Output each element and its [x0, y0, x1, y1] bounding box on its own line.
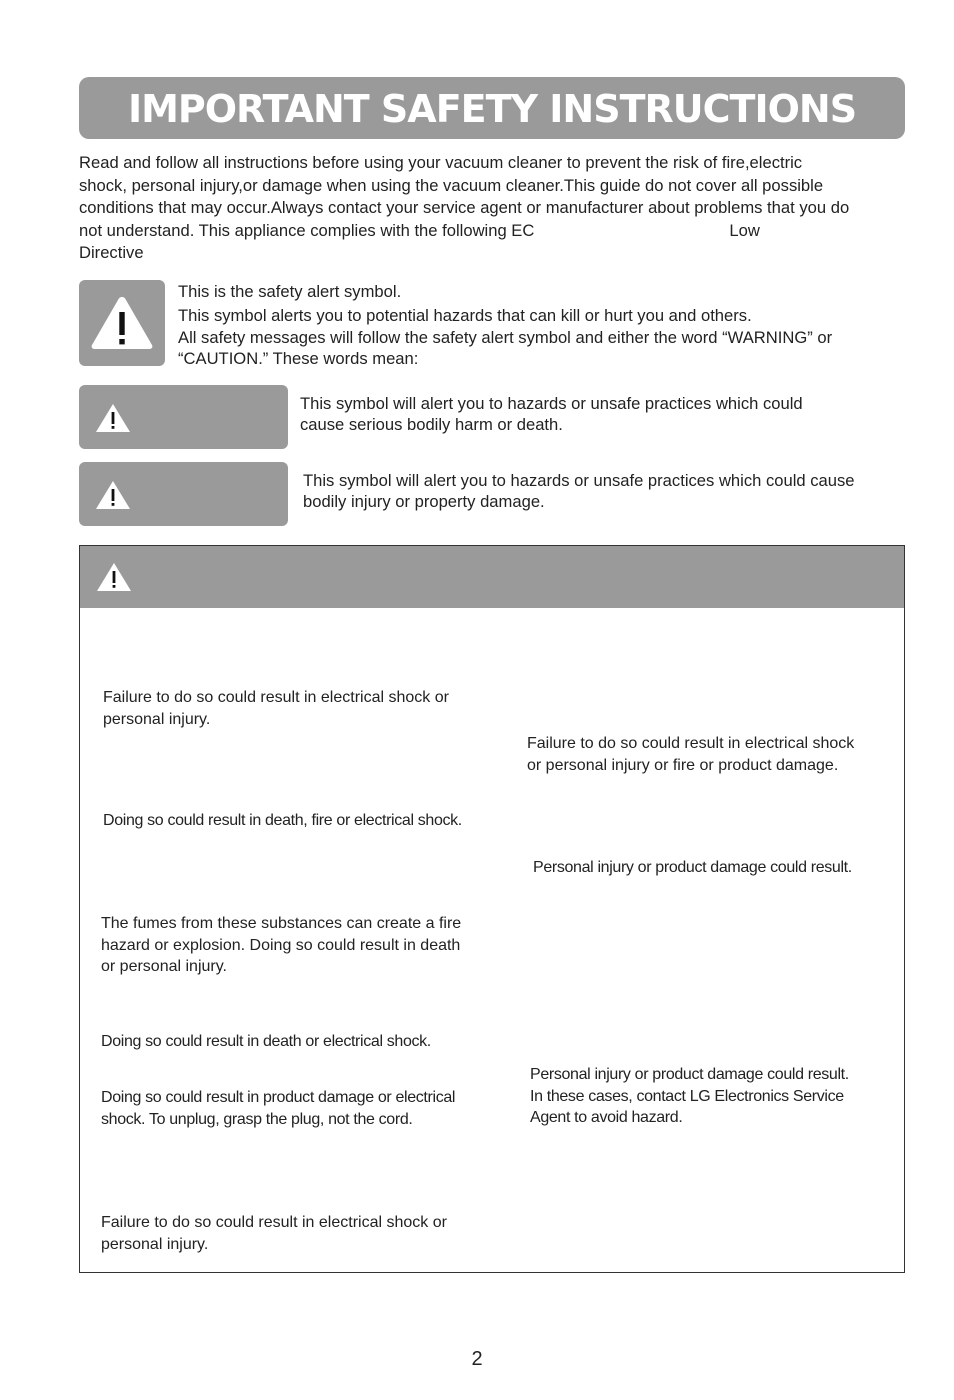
warning-line: hazard or explosion. Doing so could result in death [101, 936, 461, 954]
alert-line: This symbol alerts you to potential hazards that can kill or hurt you and others. [178, 305, 752, 325]
warning-triangle-icon [95, 480, 131, 510]
warning-triangle-icon [95, 403, 131, 433]
title-bar [79, 77, 905, 139]
warning-left-item [101, 1087, 455, 1130]
page-title: IMPORTANT SAFETY INSTRUCTIONS [127, 87, 857, 131]
warning-right-item [530, 1064, 849, 1129]
warning-line: Personal injury or product damage could result. [533, 859, 852, 876]
intro-line: conditions that may occur.Always contact your service agent or manufacturer about problems that you do [79, 198, 850, 217]
warning-line: Doing so could result in death, fire or electrical shock. [103, 812, 462, 829]
warning-line: Doing so could result in death or electrical shock. [101, 1033, 431, 1050]
intro-low-text: Low [729, 220, 760, 240]
caution-desc-line: bodily injury or property damage. [303, 492, 545, 511]
warning-left-item [101, 1212, 447, 1255]
alert-line: This is the safety alert symbol. [178, 282, 402, 301]
intro-line: Read and follow all instructions before using your vacuum cleaner to prevent the risk of fire,electric [79, 153, 803, 172]
intro-line: shock, personal injury,or damage when using the vacuum cleaner.This guide do not cover all possible [79, 175, 824, 195]
warning-line: The fumes from these substances can create a fire [101, 915, 462, 932]
page-number: 2 [471, 1348, 483, 1370]
warning-desc-line: This symbol will alert you to hazards or unsafe practices which could [300, 394, 803, 413]
intro-ec-text: not understand. This appliance complies with the following EC [79, 220, 535, 240]
warning-panel [79, 545, 905, 1273]
warning-right-item [533, 857, 852, 879]
warning-right-item [527, 733, 854, 776]
warning-line: Agent to avoid hazard. [530, 1109, 683, 1126]
warning-left-item [103, 687, 449, 730]
warning-line: shock. To unplug, grasp the plug, not the cord. [101, 1110, 413, 1128]
warning-line: personal injury. [101, 1235, 209, 1253]
intro-line: Directive [79, 243, 144, 262]
safety-alert-text [178, 280, 908, 369]
caution-symbol-box [79, 462, 288, 526]
warning-desc-line: cause serious bodily harm or death. [300, 415, 563, 434]
warning-symbol-description [300, 393, 803, 435]
alert-line: All safety messages will follow the safety alert symbol and either the word “WARNING” or [178, 328, 833, 347]
warning-triangle-icon [96, 562, 132, 592]
warning-left-item [101, 1031, 431, 1053]
intro-line-ec [79, 220, 905, 243]
warning-left-item [103, 810, 462, 832]
warning-line: personal injury. [103, 710, 211, 728]
warning-panel-header [80, 546, 904, 608]
safety-alert-symbol [79, 280, 165, 366]
warning-line: Doing so could result in product damage or electrical [101, 1089, 456, 1106]
warning-left-item [101, 913, 461, 978]
warning-symbol-box [79, 385, 288, 449]
caution-desc-line: This symbol will alert you to hazards or unsafe practices which could cause [303, 471, 855, 490]
intro-paragraph [79, 152, 905, 265]
warning-line: Failure to do so could result in electrical shock or [101, 1214, 447, 1231]
warning-line: Personal injury or product damage could result. [530, 1066, 849, 1083]
warning-line: In these cases, contact LG Electronics Service [530, 1087, 844, 1105]
warning-line: or personal injury or fire or product damage. [527, 756, 839, 774]
warning-line: Failure to do so could result in electrical shock or [103, 689, 449, 706]
warning-line: or personal injury. [101, 958, 227, 975]
alert-line: “CAUTION.” These words mean: [178, 349, 419, 368]
caution-symbol-description [303, 470, 855, 512]
warning-line: Failure to do so could result in electrical shock [527, 735, 855, 752]
warning-triangle-icon [89, 294, 155, 352]
